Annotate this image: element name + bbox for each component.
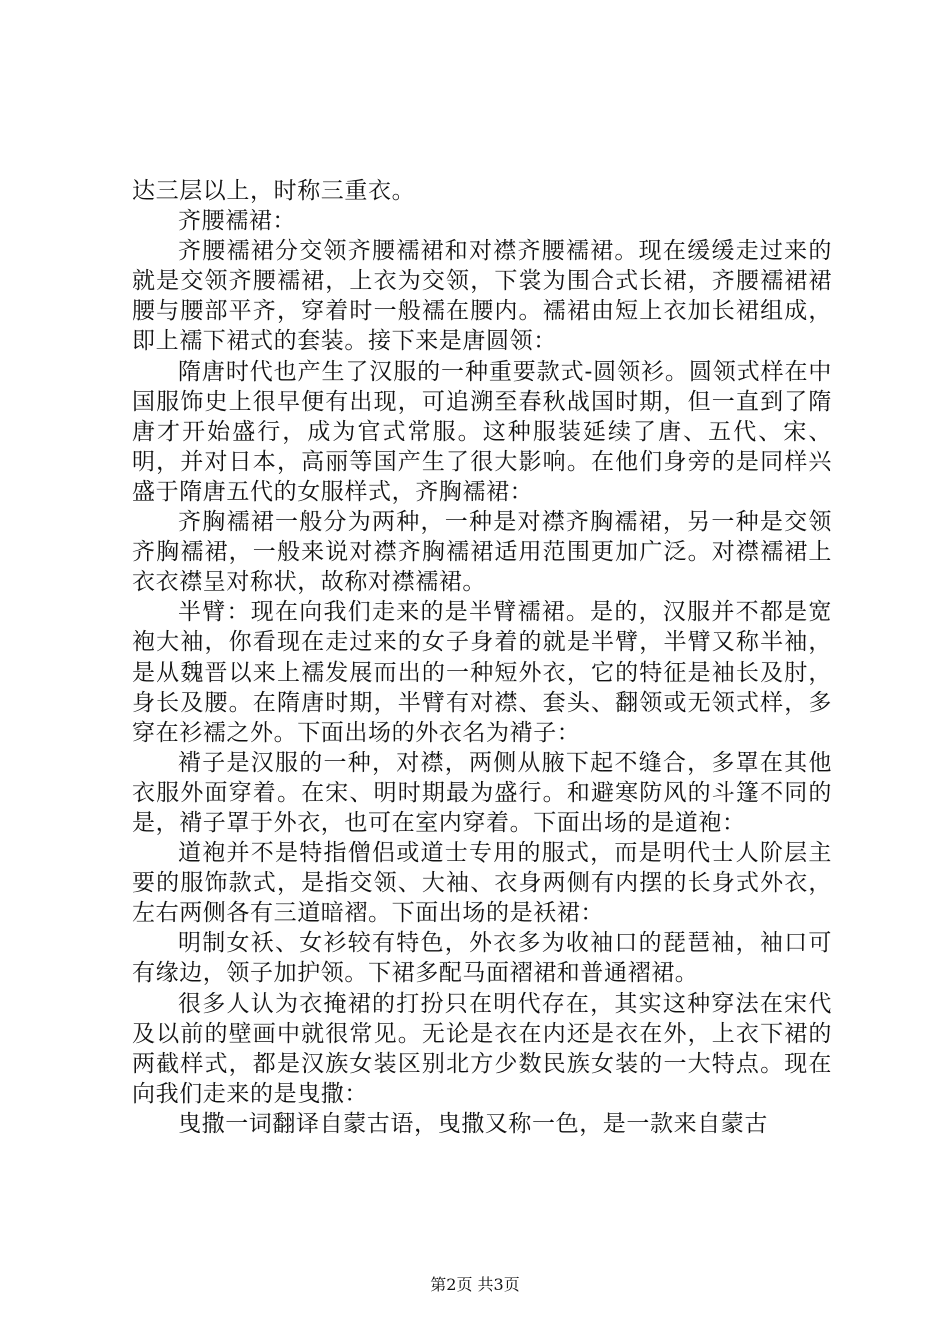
- paragraph-daopao: 道袍并不是特指僧侣或道士专用的服式，而是明代士人阶层主要的服饰款式，是指交领、大袖、衣身两侧有内摆的长身式外衣，左右两侧各有三道暗褶。下面出场的是袄裙：: [132, 840, 832, 927]
- paragraph-beizi: 褙子是汉服的一种，对襟，两侧从腋下起不缝合，多罩在其他衣服外面穿着。在宋、明时期最为盛行。和避寒防风的斗篷不同的是，褙子罩于外衣，也可在室内穿着。下面出场的是道袍：: [132, 749, 832, 836]
- page-number-footer: 第2页 共3页: [430, 1275, 520, 1294]
- paragraph-banbi: 半臂：现在向我们走来的是半臂襦裙。是的，汉服并不都是宽袍大袖，你看现在走过来的女子身着的就是半臂，半臂又称半袖，是从魏晋以来上襦发展而出的一种短外衣，它的特征是袖长及肘，身长及腰。在隋唐时期，半臂有对襟、套头、翻领或无领式样，多穿在衫襦之外。下面出场的外衣名为褙子：: [132, 599, 832, 746]
- paragraph-continuation: 达三层以上，时称三重衣。: [132, 178, 416, 204]
- heading-qiyao-ruqun: 齐腰襦裙：: [178, 208, 296, 235]
- paragraph-qixiong-ruqun: 齐胸襦裙一般分为两种，一种是对襟齐胸襦裙，另一种是交领齐胸襦裙，一般来说对襟齐胸襦裙适用范围更加广泛。对襟襦裙上衣衣襟呈对称状，故称对襟襦裙。: [132, 509, 832, 596]
- body-text: [132, 176, 832, 1139]
- paragraph-yesa: 曳撒一词翻译自蒙古语，曳撒又称一色，是一款来自蒙古: [178, 1110, 768, 1137]
- paragraph-yuanling: 隋唐时代也产生了汉服的一种重要款式-圆领衫。圆领式样在中国服饰史上很早便有出现，可追溯至春秋战国时期，但一直到了隋唐才开始盛行，成为官式常服。这种服装延续了唐、五代、宋、明，并对日本，高丽等国产生了很大影响。在他们身旁的是同样兴盛于隋唐五代的女服样式，齐胸襦裙：: [132, 358, 832, 505]
- paragraph-qiyao-ruqun: 齐腰襦裙分交领齐腰襦裙和对襟齐腰襦裙。现在缓缓走过来的就是交领齐腰襦裙，上衣为交领，下裳为围合式长裙，齐腰襦裙裙腰与腰部平齐，穿着时一般襦在腰内。襦裙由短上衣加长裙组成，即上襦下裙式的套装。接下来是唐圆领：: [132, 238, 832, 355]
- paragraph-yiyanqun: 很多人认为衣掩裙的打扮只在明代存在，其实这种穿法在宋代及以前的壁画中就很常见。无论是衣在内还是衣在外，上衣下裙的两截样式，都是汉族女装区别北方少数民族女装的一大特点。现在向我们走来的是曳撒：: [132, 990, 832, 1107]
- paragraph-aoqun: 明制女袄、女衫较有特色，外衣多为收袖口的琵琶袖，袖口可有缘边，领子加护领。下裙多配马面褶裙和普通褶裙。: [132, 930, 832, 987]
